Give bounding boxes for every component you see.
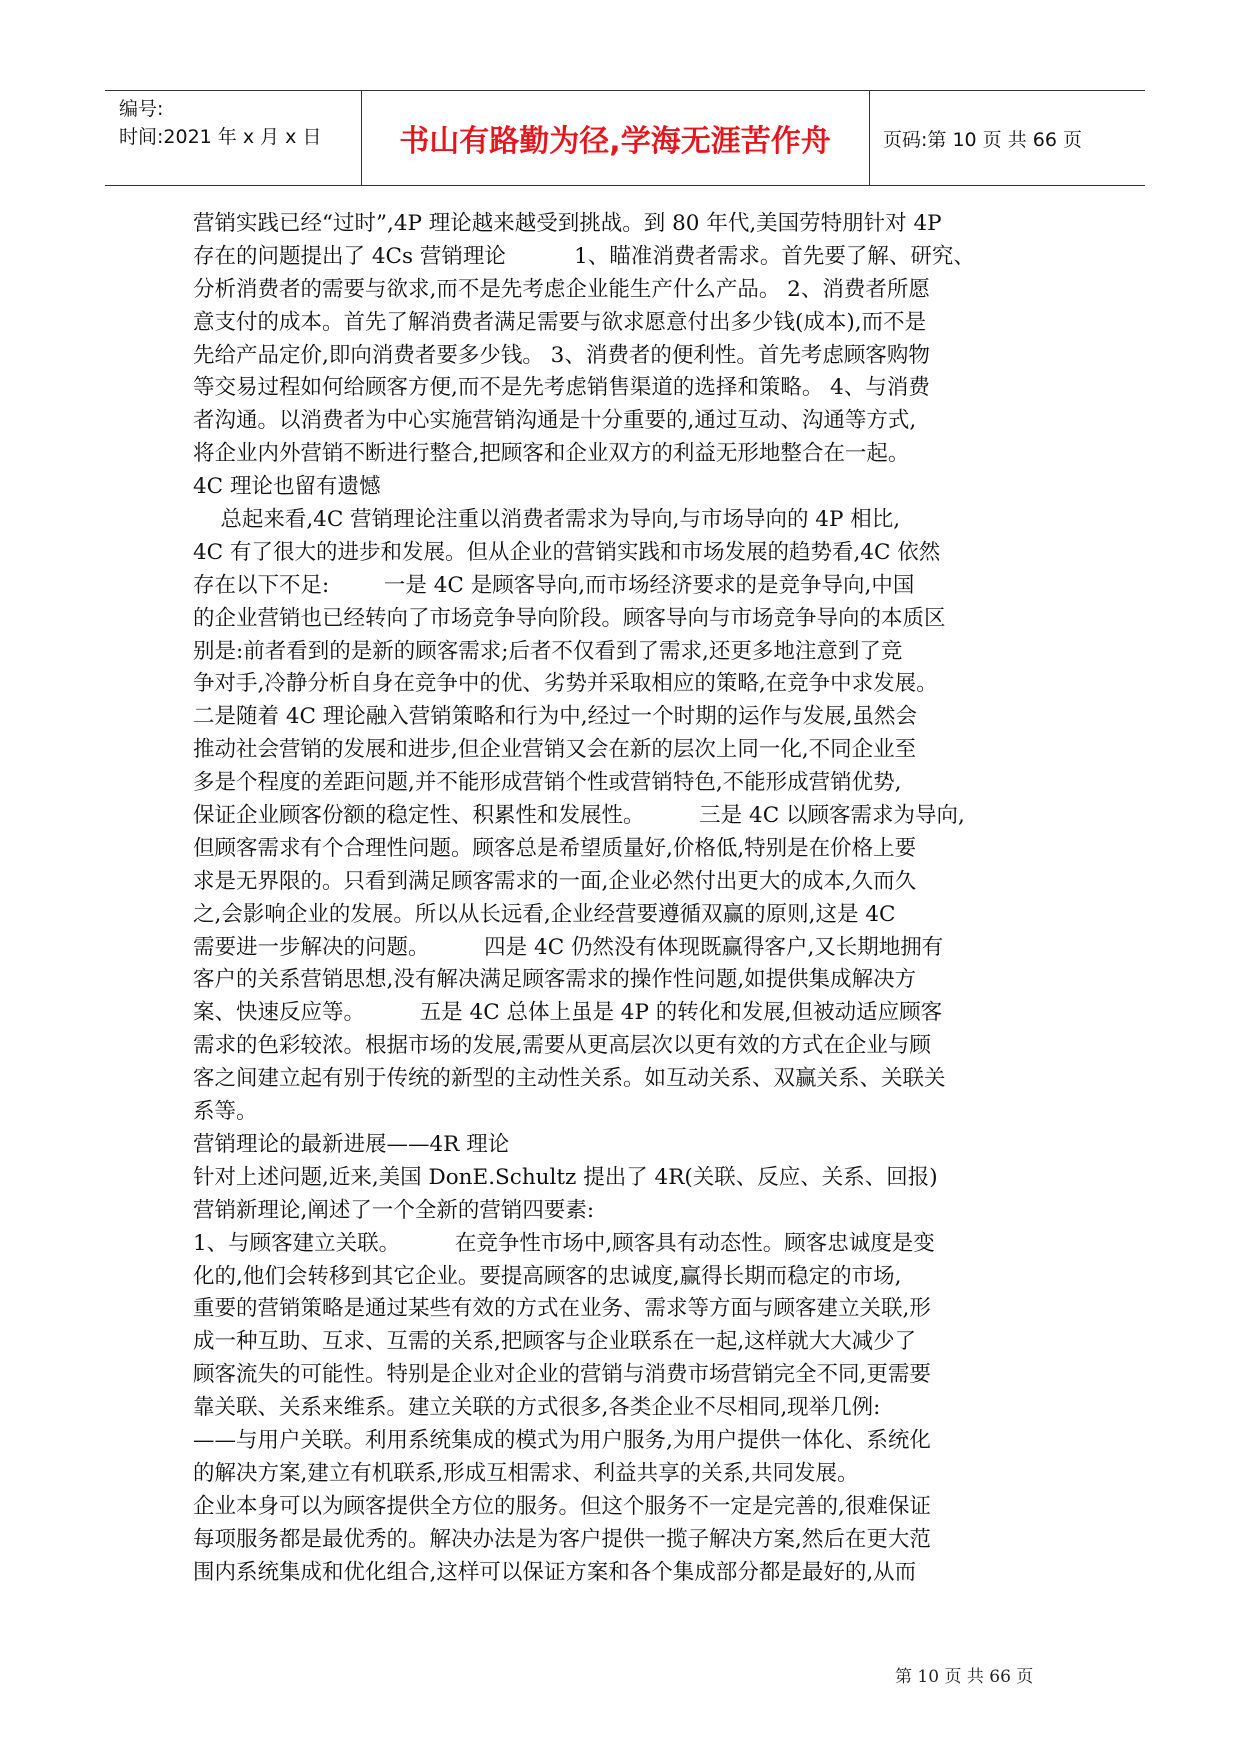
text-line: 分析消费者的需要与欲求,而不是先考虑企业能生产什么产品。 2、消费者所愿: [193, 276, 930, 302]
text-line: 求是无界限的。只看到满足顾客需求的一面,企业必然付出更大的成本,久而久: [193, 868, 917, 894]
text-line: 1、与顾客建立关联。 在竞争性市场中,顾客具有动态性。顾客忠诚度是变: [193, 1230, 935, 1256]
text-line: 围内系统集成和优化组合,这样可以保证方案和各个集成部分都是最好的,从而: [193, 1559, 917, 1585]
number-label: 编号:: [119, 98, 164, 120]
text-line: 4C 理论也留有遗憾: [193, 474, 381, 500]
text-line: 4C 有了很大的进步和发展。但从企业的营销实践和市场发展的趋势看,4C 依然: [193, 539, 941, 565]
text-line: 营销新理论,阐述了一个全新的营销四要素:: [193, 1197, 595, 1223]
text-line: 化的,他们会转移到其它企业。要提高顾客的忠诚度,赢得长期而稳定的市场,: [193, 1263, 902, 1289]
page-footer: 第 10 页 共 66 页: [895, 1667, 1034, 1687]
text-line: 客之间建立起有别于传统的新型的主动性关系。如互动关系、双赢关系、关联关: [193, 1066, 946, 1092]
page-header: [105, 90, 1145, 186]
text-line: 将企业内外营销不断进行整合,把顾客和企业双方的利益无形地整合在一起。: [193, 441, 910, 467]
text-line: 需求的色彩较浓。根据市场的发展,需要从更高层次以更有效的方式在企业与顾: [193, 1033, 931, 1059]
text-line: 顾客流失的可能性。特别是企业对企业的营销与消费市场营销完全不同,更需要: [193, 1362, 931, 1388]
header-page-info: 页码:第 10 页 共 66 页: [883, 128, 1082, 151]
text-line: 案、快速反应等。 五是 4C 总体上虽是 4P 的转化和发展,但被动适应顾客: [193, 1000, 943, 1026]
text-line: 别是:前者看到的是新的顾客需求;后者不仅看到了需求,还更多地注意到了竞: [193, 638, 903, 664]
text-line: 存在的问题提出了 4Cs 营销理论 1、瞄准消费者需求。首先要了解、研究、: [193, 243, 975, 269]
text-line: 系等。: [193, 1099, 258, 1125]
text-line: 的企业营销也已经转向了市场竞争导向阶段。顾客导向与市场竞争导向的本质区: [193, 605, 946, 631]
text-line: 需要进一步解决的问题。 四是 4C 仍然没有体现既赢得客户,又长期地拥有: [193, 934, 944, 960]
text-line: 的解决方案,建立有机联系,形成互相需求、利益共享的关系,共同发展。: [193, 1460, 859, 1486]
header-meta: [119, 95, 321, 151]
text-line: 争对手,冷静分析自身在竞争中的优、劣势并采取相应的策略,在竞争中求发展。: [193, 671, 938, 697]
time-label: 时间:2021 年 x 月 x 日: [119, 126, 322, 148]
text-line: 客户的关系营销思想,没有解决满足顾客需求的操作性问题,如提供集成解决方: [193, 967, 917, 993]
text-line: 营销理论的最新进展——4R 理论: [193, 1131, 510, 1157]
text-line: 者沟通。以消费者为中心实施营销沟通是十分重要的,通过互动、沟通等方式,: [193, 408, 917, 434]
header-divider-left: [361, 91, 362, 185]
header-motto: 书山有路勤为径,学海无涯苦作舟: [399, 124, 831, 159]
text-line: 但顾客需求有个合理性问题。顾客总是希望质量好,价格低,特别是在价格上要: [193, 835, 917, 861]
document-body: [193, 208, 1057, 1589]
text-line: 意支付的成本。首先了解消费者满足需要与欲求愿意付出多少钱(成本),而不是: [193, 309, 927, 335]
text-line: 营销实践已经“过时”,4P 理论越来越受到挑战。到 80 年代,美国劳特朋针对 4P: [193, 211, 942, 236]
text-line: 存在以下不足: 一是 4C 是顾客导向,而市场经济要求的是竞争导向,中国: [193, 572, 915, 598]
text-line: 先给产品定价,即向消费者要多少钱。 3、消费者的便利性。首先考虑顾客购物: [193, 342, 930, 368]
text-line: 总起来看,4C 营销理论注重以消费者需求为导向,与市场导向的 4P 相比,: [193, 507, 901, 533]
text-line: 多是个程度的差距问题,并不能形成营销个性或营销特色,不能形成营销优势,: [193, 770, 902, 796]
text-line: 成一种互助、互求、互需的关系,把顾客与企业联系在一起,这样就大大减少了: [193, 1329, 917, 1355]
text-line: 二是随着 4C 理论融入营销策略和行为中,经过一个时期的运作与发展,虽然会: [193, 704, 917, 730]
text-line: 等交易过程如何给顾客方便,而不是先考虑销售渠道的选择和策略。 4、与消费: [193, 375, 930, 401]
text-line: 之,会影响企业的发展。所以从长远看,企业经营要遵循双赢的原则,这是 4C: [193, 901, 896, 927]
text-line: 靠关联、关系来维系。建立关联的方式很多,各类企业不尽相同,现举几例:: [193, 1395, 881, 1421]
text-line: 企业本身可以为顾客提供全方位的服务。但这个服务不一定是完善的,很难保证: [193, 1493, 931, 1519]
text-line: ——与用户关联。利用系统集成的模式为用户服务,为用户提供一体化、系统化: [193, 1427, 931, 1453]
text-line: 针对上述问题,近来,美国 DonE.Schultz 提出了 4R(关联、反应、关系、回报): [193, 1164, 938, 1190]
text-line: 每项服务都是最优秀的。解决办法是为客户提供一揽子解决方案,然后在更大范: [193, 1526, 931, 1552]
text-line: 推动社会营销的发展和进步,但企业营销又会在新的层次上同一化,不同企业至: [193, 737, 917, 763]
text-line: 保证企业顾客份额的稳定性、积累性和发展性。 三是 4C 以顾客需求为导向,: [193, 803, 965, 829]
text-line: 重要的营销策略是通过某些有效的方式在业务、需求等方面与顾客建立关联,形: [193, 1296, 931, 1322]
